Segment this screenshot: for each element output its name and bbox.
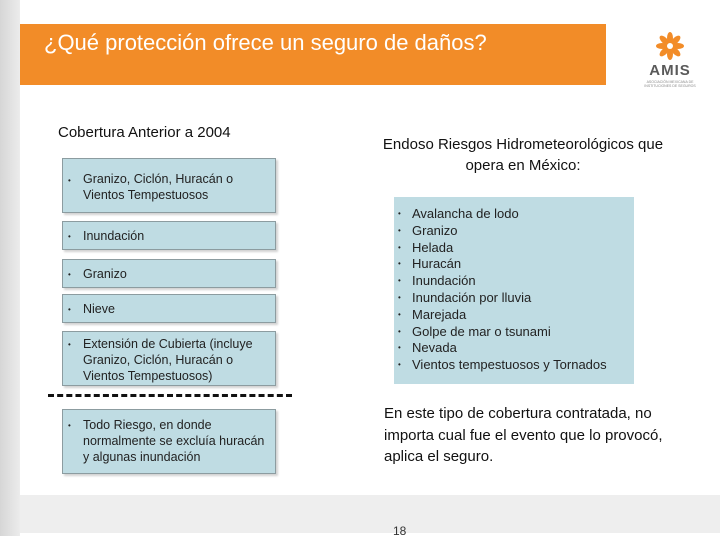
list-item [394, 357, 634, 374]
list-item [394, 324, 634, 341]
footer-band [20, 495, 720, 533]
list-item [394, 240, 634, 257]
hydrometeorological-risks-box [394, 197, 634, 384]
list-item [394, 340, 634, 357]
bullet-icon: • [398, 326, 401, 336]
bullet-icon: • [68, 340, 71, 349]
bullet-icon: • [398, 343, 401, 353]
risk-label: Golpe de mar o tsunami [412, 323, 551, 339]
bullet-icon: • [398, 209, 401, 218]
risk-label: Inundación [412, 273, 476, 289]
bullet-icon: • [68, 421, 71, 430]
risk-label: Vientos tempestuosos y Tornados [412, 357, 607, 373]
list-item [394, 223, 634, 240]
bullet-icon: • [68, 232, 71, 241]
list-item [394, 206, 634, 223]
coverage-box [62, 409, 276, 474]
risk-label: Nevada [412, 340, 457, 356]
logo-subtitle: ASOCIACIÓN MEXICANA DE INSTITUCIONES DE SEGUROS [644, 80, 696, 88]
left-heading: Cobertura Anterior a 2004 [58, 124, 231, 141]
risk-label: Marejada [412, 306, 467, 322]
coverage-explanation: En este tipo de cobertura contratada, no importa cual fue el evento que lo provocó, aplica el seguro. [384, 405, 663, 465]
coverage-label: Inundación [83, 229, 145, 243]
logo-name: AMIS [649, 62, 691, 79]
risk-label: Helada [412, 239, 454, 255]
coverage-label: Extensión de Cubierta (incluye Granizo, Ciclón, Huracán o Vientos Tempestuosos) [83, 337, 253, 383]
left-decorative-strip [0, 0, 20, 536]
coverage-box [62, 294, 276, 323]
bullet-icon: • [398, 259, 401, 269]
coverage-label: Nieve [83, 302, 115, 316]
bullet-icon: • [398, 309, 401, 319]
bullet-icon: • [398, 360, 401, 370]
right-heading: Endoso Riesgos Hidrometeorológicos que opera en México: [382, 136, 664, 174]
bullet-icon: • [398, 225, 401, 235]
bullet-icon: • [398, 276, 401, 286]
coverage-label: Granizo [83, 267, 127, 281]
coverage-box [62, 331, 276, 386]
coverage-label: Granizo, Ciclón, Huracán o Vientos Tempestuosos [83, 172, 234, 202]
bullet-icon: • [68, 270, 71, 279]
bullet-icon: • [68, 305, 71, 314]
coverage-box [62, 259, 276, 288]
bullet-icon: • [398, 292, 401, 302]
risk-label: Granizo [412, 222, 458, 238]
list-item [394, 290, 634, 307]
page-number: 18 [393, 524, 407, 538]
list-item [394, 256, 634, 273]
bullet-icon: • [68, 176, 71, 185]
dashed-divider [48, 394, 292, 397]
list-item [394, 307, 634, 324]
risk-list [394, 197, 634, 374]
bullet-icon: • [398, 242, 401, 252]
coverage-box [62, 158, 276, 213]
list-item [394, 273, 634, 290]
coverage-box [62, 221, 276, 250]
risk-label: Inundación por lluvia [412, 289, 532, 305]
coverage-label: Todo Riesgo, en donde normalmente se excluía huracán y algunas inundación [83, 418, 265, 464]
slide-title: ¿Qué protección ofrece un seguro de daños? [44, 30, 487, 55]
risk-label: Huracán [412, 256, 462, 272]
risk-label: Avalancha de lodo [412, 206, 519, 221]
